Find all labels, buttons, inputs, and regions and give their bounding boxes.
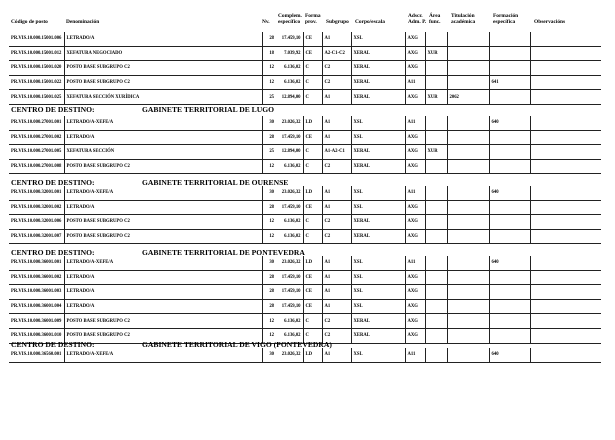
cell-codigo: PR.VIS.10.000.15001.022	[9, 75, 64, 90]
cell-denominacion: POSTO BASE SUBGRUPO C2	[64, 215, 262, 230]
positions-table-lugo	[9, 116, 601, 174]
header-area: Área	[429, 13, 441, 19]
cell-denominacion: POSTO BASE SUBGRUPO C2	[64, 328, 262, 343]
cell-formacion	[489, 61, 530, 76]
cell-adscr: A11	[405, 75, 425, 90]
cell-observacions	[530, 130, 601, 145]
cell-adscr: AXG	[405, 229, 425, 244]
cell-formacion	[489, 200, 530, 215]
table-row	[9, 256, 601, 270]
cell-area: XUR	[425, 90, 447, 105]
cell-subgrupo: C2	[322, 61, 351, 76]
header-especifico: específico	[278, 19, 301, 25]
cell-subgrupo: C2	[322, 328, 351, 343]
positions-table-vigo	[9, 348, 601, 363]
table-row	[9, 229, 601, 244]
cell-subgrupo: A1	[322, 285, 351, 300]
cell-corpo: XSL	[351, 116, 405, 130]
cell-nv: 18	[262, 46, 276, 61]
cell-nv: 28	[262, 270, 276, 285]
cell-observacions	[530, 328, 601, 343]
cell-titulacion	[447, 61, 489, 76]
section-name: GABINETE TERRITORIAL DE LUGO	[142, 105, 275, 114]
cell-complem: 6.136,02	[276, 75, 303, 90]
cell-codigo: PR.VIS.10.000.36001.002	[9, 270, 64, 285]
cell-denominacion: POSTO BASE SUBGRUPO C2	[64, 229, 262, 244]
cell-titulacion	[447, 256, 489, 270]
cell-denominacion: LETRADO/A	[64, 200, 262, 215]
cell-observacions	[530, 186, 601, 200]
cell-formacion: 640	[489, 186, 530, 200]
cell-complem: 17.459,10	[276, 270, 303, 285]
cell-formacion	[489, 90, 530, 105]
cell-titulacion	[447, 328, 489, 343]
header-nv: Nv.	[262, 19, 270, 25]
cell-corpo: XSL	[351, 200, 405, 215]
cell-forma: LD	[303, 256, 322, 270]
cell-complem: 6.136,02	[276, 61, 303, 76]
cell-formacion	[489, 130, 530, 145]
cell-subgrupo: A1	[322, 116, 351, 130]
header-adscr: Adscr.	[408, 13, 423, 19]
cell-denominacion: LETRADO/A-XEFE/A	[64, 186, 262, 200]
cell-nv: 25	[262, 90, 276, 105]
cell-nv: 12	[262, 229, 276, 244]
cell-codigo: PR.VIS.10.000.32001.001	[9, 186, 64, 200]
cell-nv: 12	[262, 215, 276, 230]
cell-titulacion	[447, 229, 489, 244]
cell-titulacion	[447, 32, 489, 46]
table-row	[9, 32, 601, 46]
cell-complem: 12.894,00	[276, 145, 303, 160]
header-corpo: Corpo/escala	[355, 19, 385, 25]
table-row	[9, 299, 601, 314]
cell-codigo: PR.VIS.10.000.32001.006	[9, 215, 64, 230]
cell-complem: 23.026,32	[276, 186, 303, 200]
cell-subgrupo: C2	[322, 75, 351, 90]
cell-complem: 6.136,02	[276, 215, 303, 230]
cell-titulacion	[447, 116, 489, 130]
table-row	[9, 270, 601, 285]
cell-corpo: XERAL	[351, 90, 405, 105]
cell-subgrupo: C2	[322, 215, 351, 230]
cell-forma: C	[303, 61, 322, 76]
cell-observacions	[530, 348, 601, 362]
cell-subgrupo: A1	[322, 256, 351, 270]
cell-nv: 30	[262, 348, 276, 362]
cell-titulacion	[447, 200, 489, 215]
cell-nv: 28	[262, 32, 276, 46]
section-name: GABINETE TERRITORIAL DE PONTEVEDRA	[142, 248, 305, 257]
cell-area	[425, 328, 447, 343]
table-row	[9, 186, 601, 200]
cell-denominacion: LETRADO/A	[64, 299, 262, 314]
cell-corpo: XERAL	[351, 46, 405, 61]
cell-adscr: AXG	[405, 215, 425, 230]
cell-codigo: PR.VIS.10.000.32001.002	[9, 200, 64, 215]
cell-titulacion	[447, 145, 489, 160]
cell-titulacion: 2062	[447, 90, 489, 105]
cell-complem: 6.136,02	[276, 328, 303, 343]
cell-corpo: XERAL	[351, 61, 405, 76]
cell-observacions	[530, 145, 601, 160]
cell-observacions	[530, 256, 601, 270]
cell-codigo: PR.VIS.10.000.15001.012	[9, 46, 64, 61]
cell-complem: 17.459,10	[276, 285, 303, 300]
cell-denominacion: LETRADO/A	[64, 270, 262, 285]
cell-subgrupo: C2	[322, 159, 351, 174]
cell-nv: 25	[262, 145, 276, 160]
positions-table-0	[9, 32, 601, 105]
cell-forma: LD	[303, 116, 322, 130]
section-heading-lugo	[11, 105, 274, 114]
cell-forma: CE	[303, 46, 322, 61]
cell-observacions	[530, 270, 601, 285]
cell-nv: 30	[262, 116, 276, 130]
cell-titulacion	[447, 285, 489, 300]
cell-denominacion: LETRADO/A-XEFE/A	[64, 116, 262, 130]
cell-area	[425, 186, 447, 200]
cell-observacions	[530, 299, 601, 314]
cell-subgrupo: C2	[322, 314, 351, 329]
cell-titulacion	[447, 299, 489, 314]
cell-area	[425, 348, 447, 362]
cell-corpo: XERAL	[351, 328, 405, 343]
cell-forma: C	[303, 159, 322, 174]
cell-forma: CE	[303, 130, 322, 145]
cell-complem: 23.026,32	[276, 116, 303, 130]
header-codigo: Código de posto	[11, 19, 48, 25]
section-label: CENTRO DE DESTINO:	[11, 248, 95, 257]
cell-corpo: XERAL	[351, 145, 405, 160]
cell-corpo: XERAL	[351, 159, 405, 174]
cell-adscr: AXG	[405, 130, 425, 145]
cell-denominacion: XEFATURA SECCIÓN XURÍDICA	[64, 90, 262, 105]
cell-denominacion: XEFATURA SECCIÓN	[64, 145, 262, 160]
cell-codigo: PR.VIS.10.000.27001.008	[9, 159, 64, 174]
cell-codigo: PR.VIS.10.000.36001.009	[9, 314, 64, 329]
cell-formacion: 640	[489, 256, 530, 270]
cell-observacions	[530, 215, 601, 230]
cell-adscr: AXG	[405, 285, 425, 300]
cell-codigo: PR.VIS.10.000.27001.001	[9, 116, 64, 130]
cell-denominacion: POSTO BASE SUBGRUPO C2	[64, 61, 262, 76]
cell-codigo: PR.VIS.10.000.27001.005	[9, 145, 64, 160]
header-academica: académica	[451, 19, 476, 25]
cell-observacions	[530, 46, 601, 61]
table-row	[9, 200, 601, 215]
cell-observacions	[530, 314, 601, 329]
cell-titulacion	[447, 159, 489, 174]
cell-forma: C	[303, 75, 322, 90]
cell-titulacion	[447, 314, 489, 329]
cell-denominacion: XEFATURA NEGOCIADO	[64, 46, 262, 61]
section-label: CENTRO DE DESTINO:	[11, 178, 95, 187]
cell-observacions	[530, 75, 601, 90]
cell-nv: 12	[262, 159, 276, 174]
cell-titulacion	[447, 270, 489, 285]
cell-complem: 17.459,10	[276, 200, 303, 215]
table-row	[9, 116, 601, 130]
table-row	[9, 348, 601, 362]
cell-observacions	[530, 61, 601, 76]
section-name: GABINETE TERRITORIAL DE VIGO (PONTEVEDRA)	[142, 340, 332, 349]
cell-area	[425, 299, 447, 314]
table-row	[9, 46, 601, 61]
cell-formacion	[489, 145, 530, 160]
cell-nv: 28	[262, 285, 276, 300]
cell-nv: 28	[262, 299, 276, 314]
cell-denominacion: LETRADO/A-XEFE/A	[64, 256, 262, 270]
table-row	[9, 215, 601, 230]
cell-area	[425, 61, 447, 76]
header-func: func.	[429, 19, 441, 25]
header-forma: Forma	[305, 13, 321, 19]
cell-complem: 7.039,92	[276, 46, 303, 61]
cell-area	[425, 314, 447, 329]
cell-codigo: PR.VIS.10.000.27001.002	[9, 130, 64, 145]
cell-observacions	[530, 116, 601, 130]
section-label: CENTRO DE DESTINO:	[11, 340, 95, 349]
cell-formacion	[489, 32, 530, 46]
cell-formacion: 641	[489, 75, 530, 90]
cell-denominacion: POSTO BASE SUBGRUPO C2	[64, 314, 262, 329]
cell-adscr: AXG	[405, 200, 425, 215]
cell-corpo: XERAL	[351, 215, 405, 230]
cell-adscr: AXG	[405, 61, 425, 76]
cell-adscr: AXG	[405, 299, 425, 314]
cell-subgrupo: A2-C1-C2	[322, 46, 351, 61]
cell-subgrupo: A1	[322, 348, 351, 362]
cell-denominacion: LETRADO/A	[64, 32, 262, 46]
cell-adscr: A11	[405, 256, 425, 270]
header-formacion: Formación	[493, 13, 519, 19]
cell-codigo: PR.VIS.10.000.15001.020	[9, 61, 64, 76]
cell-area	[425, 200, 447, 215]
cell-forma: C	[303, 90, 322, 105]
cell-formacion	[489, 314, 530, 329]
cell-titulacion	[447, 215, 489, 230]
cell-formacion	[489, 328, 530, 343]
table-row	[9, 90, 601, 105]
cell-subgrupo: A1	[322, 270, 351, 285]
cell-complem: 12.894,00	[276, 90, 303, 105]
cell-subgrupo: A1	[322, 186, 351, 200]
cell-codigo: PR.VIS.10.000.36001.003	[9, 285, 64, 300]
cell-forma: CE	[303, 270, 322, 285]
cell-adscr: AXG	[405, 90, 425, 105]
cell-denominacion: POSTO BASE SUBGRUPO C2	[64, 75, 262, 90]
cell-nv: 30	[262, 186, 276, 200]
cell-titulacion	[447, 348, 489, 362]
cell-titulacion	[447, 75, 489, 90]
cell-adscr: A11	[405, 186, 425, 200]
cell-area: XUR	[425, 46, 447, 61]
cell-formacion	[489, 229, 530, 244]
cell-formacion: 640	[489, 348, 530, 362]
cell-codigo: PR.VIS.10.000.36001.001	[9, 256, 64, 270]
cell-adscr: AXG	[405, 328, 425, 343]
cell-observacions	[530, 90, 601, 105]
cell-denominacion: POSTO BASE SUBGRUPO C2	[64, 159, 262, 174]
cell-forma: CE	[303, 299, 322, 314]
cell-corpo: XERAL	[351, 314, 405, 329]
cell-corpo: XERAL	[351, 229, 405, 244]
cell-formacion	[489, 270, 530, 285]
cell-forma: C	[303, 215, 322, 230]
cell-formacion	[489, 46, 530, 61]
cell-corpo: XSL	[351, 32, 405, 46]
table-row	[9, 61, 601, 76]
cell-forma: C	[303, 314, 322, 329]
cell-adscr: AXG	[405, 145, 425, 160]
cell-area	[425, 285, 447, 300]
cell-observacions	[530, 200, 601, 215]
cell-formacion: 640	[489, 116, 530, 130]
cell-subgrupo: A1	[322, 200, 351, 215]
cell-corpo: XSL	[351, 256, 405, 270]
positions-table-pontevedra	[9, 256, 601, 344]
cell-complem: 6.136,02	[276, 229, 303, 244]
header-titulacion: Titulación	[451, 13, 475, 19]
cell-codigo: PR.VIS.10.000.36001.010	[9, 328, 64, 343]
header-formacion-especifica: específica	[493, 19, 516, 25]
cell-adscr: AXG	[405, 314, 425, 329]
cell-nv: 12	[262, 328, 276, 343]
cell-nv: 12	[262, 75, 276, 90]
cell-subgrupo: A1	[322, 299, 351, 314]
cell-forma: C	[303, 328, 322, 343]
table-row	[9, 75, 601, 90]
header-complem: Complem.	[278, 13, 302, 19]
cell-nv: 12	[262, 61, 276, 76]
table-row	[9, 130, 601, 145]
column-header	[0, 12, 615, 34]
cell-adscr: A11	[405, 116, 425, 130]
cell-formacion	[489, 285, 530, 300]
cell-corpo: XSL	[351, 348, 405, 362]
cell-forma: CE	[303, 200, 322, 215]
cell-forma: C	[303, 229, 322, 244]
cell-complem: 6.136,02	[276, 159, 303, 174]
cell-complem: 23.026,32	[276, 348, 303, 362]
cell-corpo: XSL	[351, 130, 405, 145]
cell-subgrupo: C2	[322, 229, 351, 244]
cell-codigo: PR.VIS.10.000.32001.007	[9, 229, 64, 244]
cell-forma: CE	[303, 285, 322, 300]
cell-forma: CE	[303, 32, 322, 46]
section-label: CENTRO DE DESTINO:	[11, 105, 95, 114]
header-adm-p: Adm. P.	[408, 19, 427, 25]
cell-forma: C	[303, 145, 322, 160]
cell-adscr: AXG	[405, 159, 425, 174]
header-denominacion: Denominación	[66, 19, 100, 25]
cell-adscr: AXG	[405, 46, 425, 61]
cell-codigo: PR.VIS.10.000.15001.025	[9, 90, 64, 105]
cell-denominacion: LETRADO/A-XEFE/A	[64, 348, 262, 362]
cell-area	[425, 130, 447, 145]
cell-area	[425, 116, 447, 130]
positions-table-ourense	[9, 186, 601, 244]
section-name: GABINETE TERRITORIAL DE OURENSE	[142, 178, 289, 187]
table-row	[9, 314, 601, 329]
cell-subgrupo: A1-A2-C1	[322, 145, 351, 160]
cell-area	[425, 215, 447, 230]
cell-corpo: XSL	[351, 285, 405, 300]
cell-adscr: AXG	[405, 32, 425, 46]
cell-codigo: PR.VIS.10.000.36560.001	[9, 348, 64, 362]
cell-adscr: AXG	[405, 270, 425, 285]
cell-complem: 23.026,32	[276, 256, 303, 270]
cell-codigo: PR.VIS.10.000.15001.006	[9, 32, 64, 46]
cell-complem: 17.459,10	[276, 299, 303, 314]
header-observacions: Observacións	[534, 19, 566, 25]
cell-area	[425, 75, 447, 90]
header-prov: prov.	[305, 19, 317, 25]
cell-corpo: XSL	[351, 186, 405, 200]
cell-denominacion: LETRADO/A	[64, 130, 262, 145]
cell-titulacion	[447, 46, 489, 61]
cell-nv: 12	[262, 314, 276, 329]
cell-area	[425, 256, 447, 270]
cell-nv: 28	[262, 200, 276, 215]
cell-corpo: XSL	[351, 270, 405, 285]
cell-formacion	[489, 159, 530, 174]
cell-complem: 6.136,02	[276, 314, 303, 329]
cell-nv: 28	[262, 130, 276, 145]
table-row	[9, 285, 601, 300]
cell-complem: 17.459,10	[276, 32, 303, 46]
cell-observacions	[530, 229, 601, 244]
cell-subgrupo: A1	[322, 90, 351, 105]
cell-subgrupo: A1	[322, 32, 351, 46]
cell-area	[425, 229, 447, 244]
cell-denominacion: LETRADO/A	[64, 285, 262, 300]
cell-forma: LD	[303, 348, 322, 362]
cell-titulacion	[447, 130, 489, 145]
cell-observacions	[530, 159, 601, 174]
cell-observacions	[530, 285, 601, 300]
cell-nv: 30	[262, 256, 276, 270]
table-row	[9, 145, 601, 160]
cell-area	[425, 270, 447, 285]
cell-subgrupo: A1	[322, 130, 351, 145]
cell-formacion	[489, 215, 530, 230]
table-row	[9, 159, 601, 174]
cell-forma: LD	[303, 186, 322, 200]
cell-formacion	[489, 299, 530, 314]
cell-corpo: XSL	[351, 299, 405, 314]
cell-observacions	[530, 32, 601, 46]
cell-area: XUR	[425, 145, 447, 160]
cell-complem: 17.459,10	[276, 130, 303, 145]
cell-corpo: XERAL	[351, 75, 405, 90]
cell-area	[425, 32, 447, 46]
cell-area	[425, 159, 447, 174]
header-subgrupo: Subgrupo	[326, 19, 349, 25]
cell-adscr: A11	[405, 348, 425, 362]
cell-codigo: PR.VIS.10.000.36001.004	[9, 299, 64, 314]
cell-titulacion	[447, 186, 489, 200]
